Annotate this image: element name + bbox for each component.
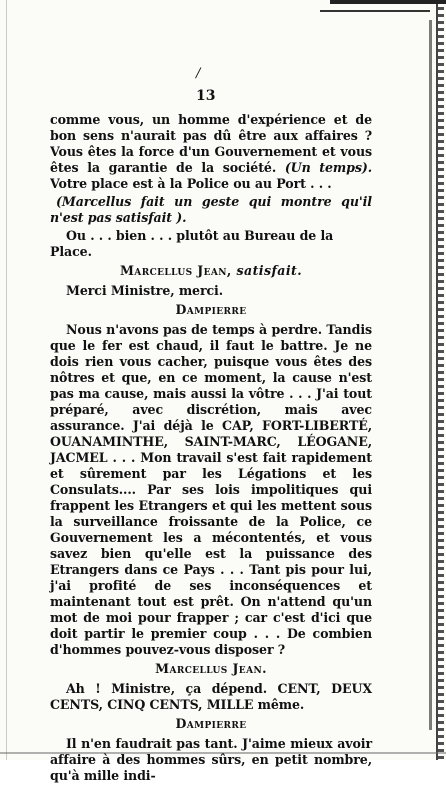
speaker-dampierre-2: Dampierre: [175, 716, 247, 731]
speaker-name: Marcellus Jean,: [119, 263, 232, 278]
paragraph-marcellus-reply: Ah ! Ministre, ça dépend. CENT, DEUX CENTS, CINQ CENTS, MILLE même.: [50, 681, 372, 712]
speaker-marcellus: [50, 263, 372, 279]
speaker-dampierre: Dampierre: [175, 302, 247, 317]
paragraph-dampierre-speech: Nous n'avons pas de temps à perdre. Tandis que le fer est chaud, il faut le battre. Je ne dois rien vous cacher, puisque vous êtes des nôtres et que, en ce moment, la cause n'est pas ma cause, mais aussi la vôtre . . . J'ai tout préparé, avec discrétion, mais avec assurance. J'ai déjà le CAP, FORT-LIBERTÉ, OUANAMINTHE, SAINT-MARC, LÉOGANE, JACMEL . . . Mon travail s'est fait rapidement et sûrement par les Légations et les Consulats.... Par ses lois impolitiques qui frappent les Etrangers et qui les mettent sous la surveillance froissante de la Police, ce Gouvernement les a mécontentés, et vous savez bien qu'elle est la puissance des Etrangers dans ce Pays . . . Tant pis pour lui, j'ai profité de ses inconséquences et maintenant tout est prêt. On n'attend qu'un mot de moi pour frapper ; car c'est d'ici que doit partir le premier coup . . . De combien d'hommes pouvez-vous disposer ?: [50, 322, 372, 657]
paragraph-opening: [50, 112, 372, 192]
paragraph-text: comme vous, un homme d'expérience et de bon sens n'aurait pas dû être aux affaires ? Vous êtes la force d'un Gouvernement et vous êtes la garantie de la société.: [50, 112, 372, 175]
scan-edge-right-inner: [429, 20, 432, 730]
paragraph-text: Votre place est à la Police ou au Port . . .: [50, 176, 332, 191]
page-number: 13: [196, 88, 216, 104]
paragraph-dampierre-final: Il n'en faudrait pas tant. J'aime mieux avoir affaire à des hommes sûrs, en petit nombre, qu'à mille indi-: [50, 736, 372, 783]
speaker-marcellus-2: Marcellus Jean.: [155, 661, 267, 676]
speaker-note: satisfait.: [236, 263, 303, 278]
stage-direction: (Un temps).: [284, 160, 372, 175]
page-mark: /: [196, 66, 201, 81]
paragraph-place: Ou . . . bien . . . plutôt au Bureau de la Place.: [50, 228, 334, 259]
stage-direction-marcellus: (Marcellus fait un geste qui montre qu'il n'est pas satisfait ).: [50, 194, 372, 225]
paragraph-merci: Merci Ministre, merci.: [66, 283, 224, 298]
scan-edge-top-line: [320, 10, 430, 12]
page-text: [50, 112, 372, 786]
scan-edge-left: [6, 0, 7, 760]
scan-edge-right: [436, 0, 444, 760]
scan-edge-top: [330, 0, 446, 28]
